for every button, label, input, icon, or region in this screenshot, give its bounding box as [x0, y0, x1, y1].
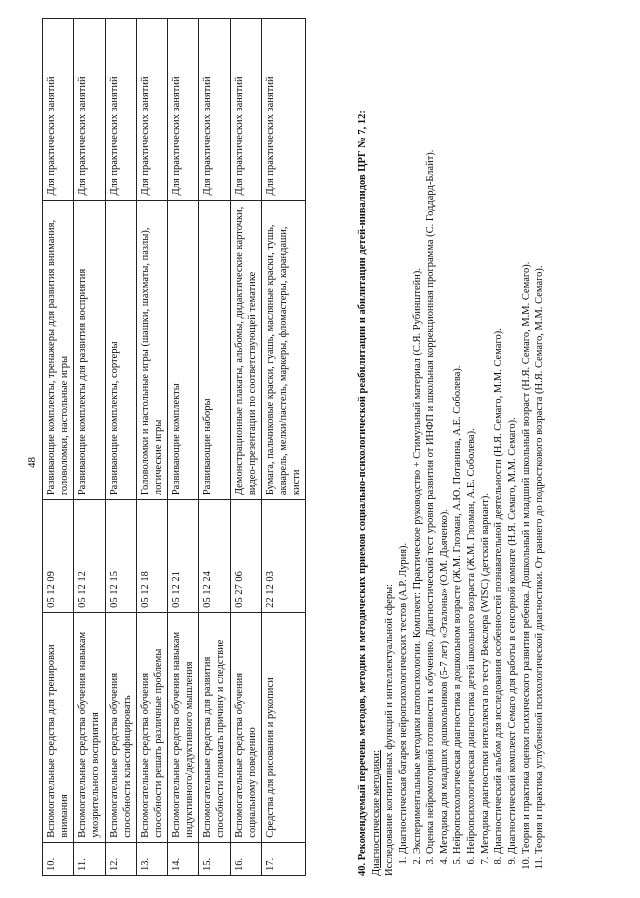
row-purpose: Для практических занятий [74, 19, 105, 201]
row-number: 13. [136, 842, 167, 875]
list-item: 5. Нейропсихологическая диагностика в дошкольном возрасте (Ж.М. Глозман, А.Ю. Потанина, А.Е. Соболева). [451, 18, 465, 854]
row-purpose: Для практических занятий [43, 19, 74, 201]
row-code: 05 12 18 [136, 500, 167, 613]
methods-section [356, 18, 547, 876]
row-code: 05 12 15 [105, 500, 136, 613]
row-purpose: Для практических занятий [261, 19, 305, 201]
table-row [74, 19, 105, 876]
page-number: 48 [26, 457, 38, 468]
list-item: 9. Диагностический комплект Семаго для работы в сенсорной комнате (Н.Я. Семаго, М.М. Семаго). [506, 18, 520, 854]
row-purpose: Для практических занятий [230, 19, 261, 201]
table-row [168, 19, 199, 876]
list-item: 6. Нейропсихологическая диагностика детей школьного возраста (Ж.М. Глозман, А.Е. Соболева). [465, 18, 479, 854]
row-purpose: Для практических занятий [168, 19, 199, 201]
list-item: 7. Методика диагностики интеллекта по тесту Векслера (WISC) (детский вариант). [479, 18, 493, 854]
list-item: 10. Теория и практика оценки психического развития ребенка. Дошкольный и младший школьный возраст (Н.Я. Семаго, М.М. Семаго). [520, 18, 534, 854]
row-code: 05 12 24 [199, 500, 230, 613]
row-number: 17. [261, 842, 305, 875]
methods-list [397, 18, 547, 876]
row-name: Вспомогательные средства для развития способности понимать причину и следствие [199, 612, 230, 842]
row-name: Вспомогательные средства для тренировки внимания [43, 612, 74, 842]
row-description: Головоломки и настольные игры (шашки, шахматы, пазлы), логические игры [136, 200, 167, 500]
row-description: Развивающие комплекты, сортеры [105, 200, 136, 500]
list-item: 4. Методика для младших дошкольников (5-7 лет) «Эталоны» (О.М. Дьяченко). [438, 18, 452, 854]
row-number: 15. [199, 842, 230, 875]
row-code: 05 12 12 [74, 500, 105, 613]
table-row [43, 19, 74, 876]
row-number: 10. [43, 842, 74, 875]
row-name: Вспомогательные средства обучения способности решать различные проблемы [136, 612, 167, 842]
rehab-means-table [42, 18, 306, 876]
list-item: 11. Теория и практика углубленной психологической диагностики. От раннего до подросткового возраста (Н.Я. Семаго, М.М. Семаго). [533, 18, 547, 854]
row-purpose: Для практических занятий [199, 19, 230, 201]
row-description: Развивающие наборы [199, 200, 230, 500]
row-description: Развивающие комплекты, тренажеры для развития внимания, головоломки, настольные игры [43, 200, 74, 500]
row-code: 05 12 09 [43, 500, 74, 613]
row-description: Развивающие комплекты для развития восприятия [74, 200, 105, 500]
row-name: Вспомогательные средства обучения способности классифицировать [105, 612, 136, 842]
section-heading: 40. Рекомендуемый перечень методов, методик и методических приемов социально-психологической реабилитации и абилитации детей-инвалидов ЦРГ № 7, 12: [357, 110, 368, 876]
table-row [199, 19, 230, 876]
list-item: 1. Диагностическая батарея нейропсихологических тестов (А.Р. Лурия). [397, 18, 411, 854]
table-row [261, 19, 305, 876]
row-number: 12. [105, 842, 136, 875]
row-code: 05 27 06 [230, 500, 261, 613]
row-name: Вспомогательные средства обучения социальному поведению [230, 612, 261, 842]
table-row [230, 19, 261, 876]
table-row [136, 19, 167, 876]
row-number: 16. [230, 842, 261, 875]
row-description: Бумага, пальчиковые краски, гуашь, масляные краски, тушь, акварель, мелки/пастель, маркеры, фломастеры, карандаши, кисти [261, 200, 305, 500]
section-intro: Исследование когнитивных функций и интеллектуальной сферы: [384, 583, 396, 876]
row-description: Развивающие комплекты [168, 200, 199, 500]
row-purpose: Для практических занятий [136, 19, 167, 201]
list-item: 3. Оценка нейромоторной готовности к обучению. Диагностический тест уровня развития от ИНФП и школьная коррекционная программа (С. Годдард-Блайт). [424, 18, 438, 854]
row-code: 05 12 21 [168, 500, 199, 613]
row-name: Вспомогательные средства обучения навыкам индуктивного/дедуктивного мышления [168, 612, 199, 842]
row-purpose: Для практических занятий [105, 19, 136, 201]
row-description: Демонстрационные плакаты, альбомы, дидактические карточки, видео-презентации по соответствующей тематике [230, 200, 261, 500]
row-number: 11. [74, 842, 105, 875]
list-item: 2. Экспериментальные методики патопсихологии. Комплект: Практическое руководство + Стимульный материал (С.Я. Рубинштейн). [411, 18, 425, 854]
table-row [105, 19, 136, 876]
section-subheading: Диагностические методики: [370, 750, 382, 876]
row-number: 14. [168, 842, 199, 875]
row-name: Вспомогательные средства обучения навыкам умозрительного восприятия [74, 612, 105, 842]
list-item: 8. Диагностический альбом для исследования особенностей познавательной деятельности (Н.Я. Семаго, М.М. Семаго). [492, 18, 506, 854]
row-code: 22 12 03 [261, 500, 305, 613]
row-name: Средства для рисования и рукописи [261, 612, 305, 842]
